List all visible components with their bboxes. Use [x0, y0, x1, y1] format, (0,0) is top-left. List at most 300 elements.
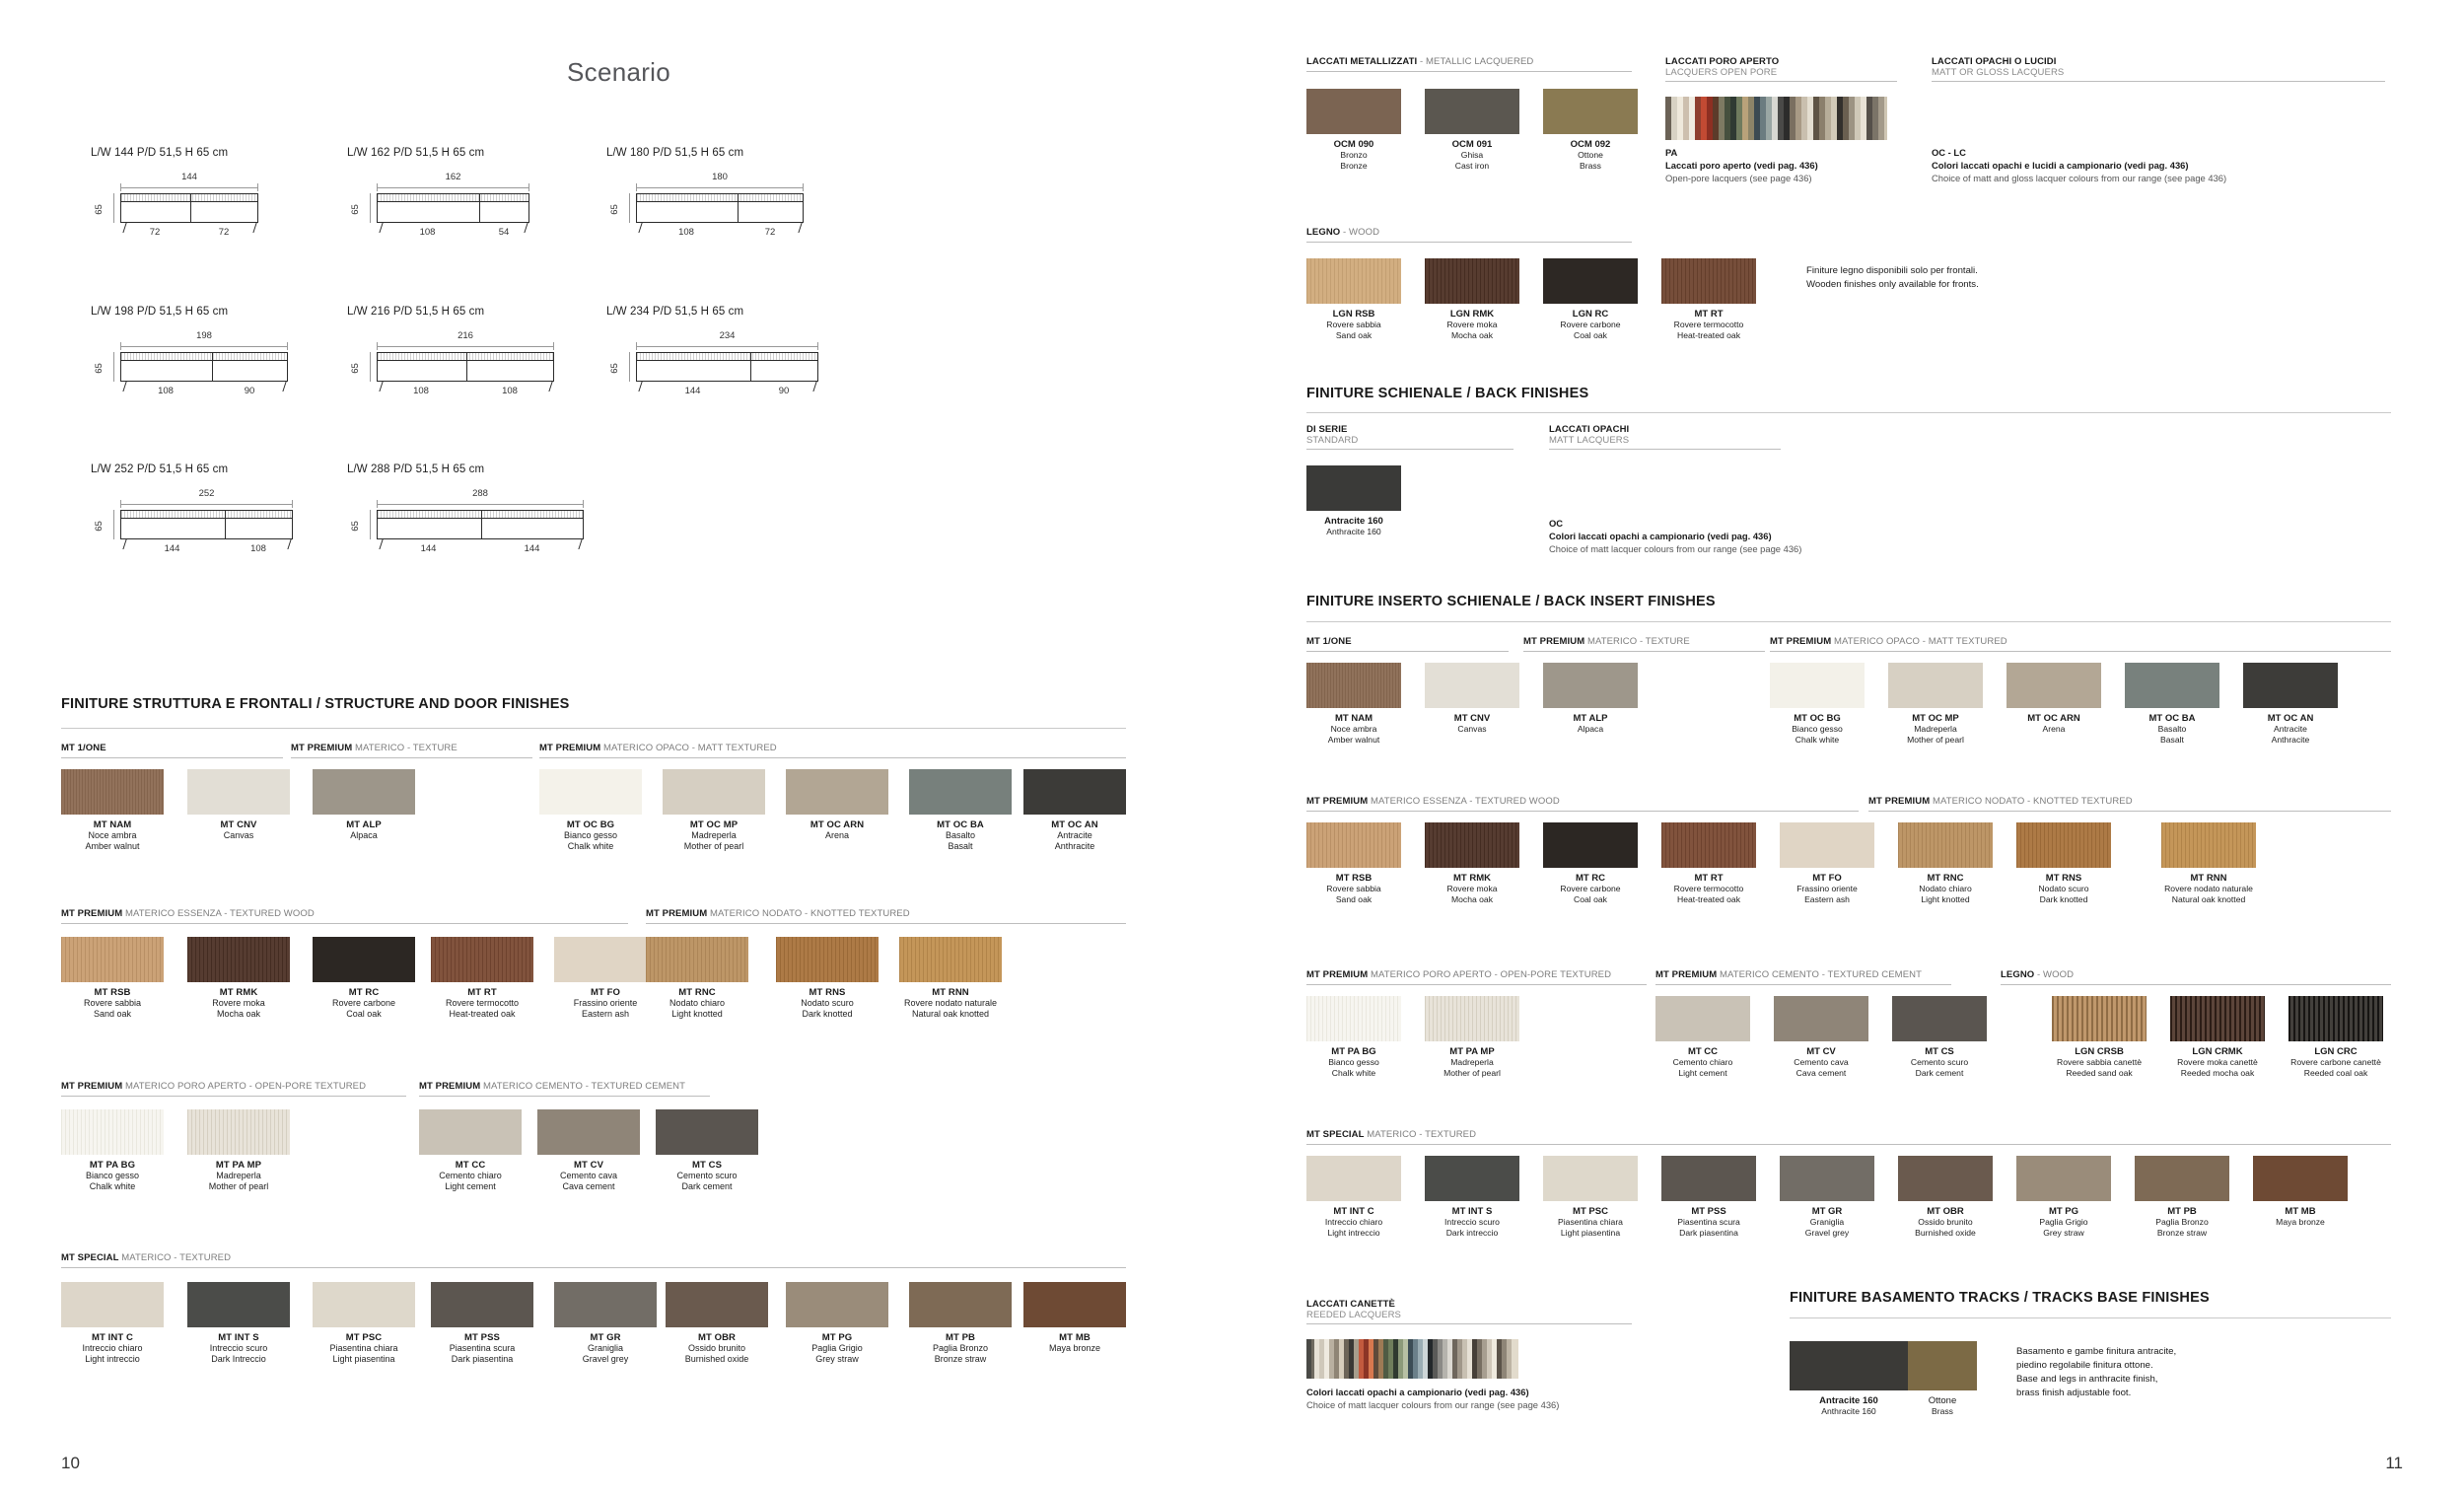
swatch-ocm-090[interactable] [1306, 89, 1401, 171]
swatch-name-en: Natural oak knotted [2171, 893, 2246, 904]
poro-aperto-colour-strip[interactable] [1665, 97, 1887, 140]
swatch-name-en: Chalk white [567, 841, 614, 852]
swatch-name-it: Piasentina chiara [329, 1343, 398, 1353]
swatch-code: MT GR [1811, 1206, 1843, 1217]
right-page [1232, 0, 2464, 1495]
swatch-name-it: Ottone [1578, 150, 1603, 160]
swatch-name-en: Heat-treated oak [449, 1009, 516, 1020]
swatch-bi-mt-rt[interactable] [1661, 822, 1756, 904]
back-matt-line-it: Colori laccati opachi a campionario (vedi pag. 436) [1549, 531, 1772, 542]
swatch-name-it: Cemento cava [559, 1171, 618, 1180]
swatch-chip [313, 1282, 415, 1327]
swatch-mt-rnc[interactable] [646, 937, 748, 1021]
group-mt-one [61, 743, 283, 758]
swatch-code: MT FO [590, 987, 621, 998]
swatch-ocm-092[interactable] [1543, 89, 1638, 171]
swatch-name-en: Mother of pearl [208, 1181, 269, 1192]
swatch-name-en: Coal oak [1574, 893, 1607, 904]
swatch-name-it: Madreperla [216, 1171, 261, 1180]
swatch-name-en: Sand oak [1335, 893, 1373, 904]
swatch-chip [1888, 663, 1983, 708]
group-header: MT PREMIUM MATERICO NODATO - KNOTTED TEXTURED [646, 908, 910, 919]
swatch-bi-mt-oc-an[interactable] [2243, 663, 2338, 745]
drawing-height: 65 [349, 363, 361, 374]
swatch-mt-mb[interactable] [1023, 1282, 1126, 1354]
swatch-lgn-rsb[interactable] [1306, 258, 1401, 340]
swatch-name-it: Ossido brunito [687, 1343, 746, 1353]
swatch-name-en: Light intreccio [85, 1354, 140, 1365]
swatch-code: MT OC AN [1051, 819, 1098, 830]
swatch-code: MT GR [590, 1332, 621, 1343]
swatch-chip [2253, 1156, 2348, 1201]
drawing-width: 198 [196, 330, 212, 341]
swatch-chip [1790, 1341, 1908, 1390]
swatch-chip [2052, 996, 2147, 1041]
drawing-height: 65 [608, 363, 620, 374]
swatch-name-it: Piasentina scura [1677, 1217, 1740, 1227]
swatch-chip [2288, 996, 2383, 1041]
swatch-name-it: Rovere moka [1446, 884, 1498, 893]
swatch-name-en: Cava cement [562, 1181, 615, 1192]
swatch-name-it: Maya bronze [1048, 1343, 1101, 1353]
swatch-mt-pb[interactable] [909, 1282, 1012, 1366]
swatch-mt-pss[interactable] [431, 1282, 533, 1366]
swatch-chip [1770, 663, 1865, 708]
swatch-tracks-antracite[interactable] [1790, 1341, 1908, 1417]
swatch-chip [776, 937, 879, 982]
swatch-name-en: Amber walnut [85, 841, 140, 852]
swatch-bi-mt-fo[interactable] [1780, 822, 1874, 904]
swatch-name-it: Intreccio chiaro [82, 1343, 143, 1353]
swatch-code: LGN RC [1572, 309, 1609, 320]
swatch-mt-fo[interactable] [554, 937, 657, 1021]
swatch-name-it: Bronzo [1340, 150, 1368, 160]
group-header: MT PREMIUM MATERICO OPACO - MATT TEXTURED [539, 743, 777, 753]
opachi-lucidi-line-it: Colori laccati opachi e lucidi a campionario (vedi pag. 436) [1932, 160, 2189, 172]
group-header: MT PREMIUM MATERICO OPACO - MATT TEXTURED [1770, 636, 2007, 647]
swatch-chip [1543, 663, 1638, 708]
drawing-part: 108 [502, 386, 518, 396]
swatch-chip [537, 1109, 640, 1155]
drawing-234 [606, 306, 818, 409]
swatch-code: MT RC [1575, 873, 1606, 884]
swatch-bi-mt-oc-bg[interactable] [1770, 663, 1865, 745]
swatch-chip [313, 769, 415, 815]
drawing-height: 65 [93, 521, 105, 532]
swatch-name-it: Paglia Grigio [811, 1343, 863, 1353]
swatch-bi-mt-cc[interactable] [1655, 996, 1750, 1078]
swatch-name-it: Bianco gesso [1792, 724, 1843, 734]
swatch-code: MT PA MP [1449, 1046, 1495, 1057]
group-header: MT PREMIUM MATERICO PORO APERTO - OPEN-PORE TEXTURED [61, 1081, 367, 1092]
swatch-chip [2135, 1156, 2229, 1201]
swatch-chip [187, 769, 290, 815]
drawing-caption: L/W 198 P/D 51,5 H 65 cm [91, 306, 229, 318]
swatch-code: MT INT S [218, 1332, 259, 1343]
swatch-code: MT OC ARN [2027, 713, 2080, 724]
drawing-part: 108 [419, 227, 436, 238]
swatch-lgn-rmk[interactable] [1425, 258, 1519, 340]
swatch-name-en: Natural oak knotted [911, 1009, 990, 1020]
tracks-note [2016, 1345, 2342, 1400]
swatch-bi-mt-gr[interactable] [1780, 1156, 1874, 1238]
swatch-bi-mt-obr[interactable] [1898, 1156, 1993, 1238]
swatch-name-en: Heat-treated oak [1676, 329, 1740, 340]
swatch-code: MT NAM [1335, 713, 1373, 724]
swatch-code: Antracite 160 [1819, 1395, 1878, 1406]
drawing-width: 162 [445, 172, 461, 182]
swatch-name-en: Chalk white [89, 1181, 136, 1192]
swatch-bi-mt-cs[interactable] [1892, 996, 1987, 1078]
reeded-colour-strip[interactable] [1306, 1339, 1518, 1379]
drawing-width: 180 [712, 172, 728, 182]
swatch-chip [2161, 822, 2256, 868]
swatch-name-it: Piasentina scura [449, 1343, 516, 1353]
swatch-lgn-crc[interactable] [2267, 996, 2405, 1078]
swatch-mt-rc[interactable] [313, 937, 415, 1021]
swatch-ocm-091[interactable] [1425, 89, 1519, 171]
swatch-name-en: Chalk white [1795, 734, 1840, 745]
swatch-name-en: Mother of pearl [683, 841, 744, 852]
swatch-mt-rt[interactable] [431, 937, 533, 1021]
drawing-height: 65 [608, 204, 620, 215]
swatch-name-it: Paglia Grigio [2039, 1217, 2088, 1227]
swatch-chip [187, 1282, 290, 1327]
poro-aperto-caption [1665, 146, 1912, 184]
swatch-chip [1306, 465, 1401, 511]
swatch-chip [2170, 996, 2265, 1041]
group-subheader: STANDARD [1306, 435, 1359, 446]
swatch-name-en: Light knotted [1921, 893, 1970, 904]
swatch-name-en: Light piasentina [332, 1354, 395, 1365]
swatch-bi-mt-pg[interactable] [2016, 1156, 2111, 1238]
swatch-name-en: Mother of pearl [1907, 734, 1964, 745]
swatch-name-it: Rovere carbone [1560, 320, 1621, 329]
swatch-name-it: Cemento chiaro [439, 1171, 502, 1180]
swatch-mt-int-s[interactable] [187, 1282, 290, 1366]
tracks-note-it-1: Basamento e gambe finitura antracite, [2016, 1346, 2177, 1357]
swatch-chip [431, 1282, 533, 1327]
swatch-bi-mt-oc-mp[interactable] [1888, 663, 1983, 745]
swatch-code: LGN CRSB [2075, 1046, 2124, 1057]
swatch-mt-oc-arn[interactable] [786, 769, 888, 841]
swatch-mt-cs[interactable] [656, 1109, 758, 1193]
group-laccati-metallizzati [1306, 56, 1632, 72]
swatch-bi-mt-pb[interactable] [2135, 1156, 2229, 1238]
swatch-name-en: Dark cement [1915, 1067, 1964, 1078]
swatch-name-it: Graniglia [1809, 1217, 1845, 1227]
swatch-bi-mt-nam[interactable] [1306, 663, 1401, 745]
swatch-name-it: Alpaca [350, 830, 378, 840]
swatch-name-it: Noce ambra [1330, 724, 1377, 734]
swatch-name-en: Reeded coal oak [2303, 1067, 2368, 1078]
swatch-name-it: Intreccio scuro [1444, 1217, 1500, 1227]
group-subheader: REEDED LACQUERS [1306, 1310, 1401, 1320]
swatch-name-it: Antracite [2274, 724, 2307, 734]
swatch-mt-oc-mp[interactable] [663, 769, 765, 853]
swatch-chip [1892, 996, 1987, 1041]
swatch-name-en: Sand oak [93, 1009, 132, 1020]
swatch-code: MT PSC [1573, 1206, 1608, 1217]
drawing-part: 144 [524, 543, 540, 554]
swatch-code: MT RNN [932, 987, 969, 998]
swatch-mt-cv[interactable] [537, 1109, 640, 1193]
swatch-code: MT CC [1687, 1046, 1719, 1057]
swatch-bi-mt-rsb[interactable] [1306, 822, 1401, 904]
swatch-code: MT PSS [464, 1332, 500, 1343]
reeded-caption [1306, 1386, 1730, 1411]
swatch-chip [187, 937, 290, 982]
swatch-bi-mt-rmk[interactable] [1425, 822, 1519, 904]
swatch-name-en: Gravel grey [1804, 1227, 1850, 1238]
swatch-mt-oc-ba[interactable] [909, 769, 1012, 853]
swatch-mt-pa-bg[interactable] [61, 1109, 164, 1193]
swatch-chip [61, 1282, 164, 1327]
swatch-mt-rsb[interactable] [61, 937, 164, 1021]
swatch-bi-mt-cnv[interactable] [1425, 663, 1519, 735]
swatch-chip [786, 769, 888, 815]
swatch-name-it: Bianco gesso [1328, 1057, 1379, 1067]
swatch-name-it: Nodato chiaro [1919, 884, 1972, 893]
swatch-name-it: Bianco gesso [563, 830, 618, 840]
swatch-name-en: Bronze straw [2156, 1227, 2208, 1238]
swatch-name-en: Grey straw [2043, 1227, 2084, 1238]
swatch-name-en: Light cement [445, 1181, 496, 1192]
swatch-bi-mt-int-s[interactable] [1425, 1156, 1519, 1238]
swatch-lgn-rt[interactable] [1661, 258, 1756, 340]
group-header: MT SPECIAL MATERICO - TEXTURED [61, 1252, 232, 1263]
drawing-part: 108 [250, 543, 266, 554]
page-number-left: 10 [61, 1454, 80, 1472]
legno-note [1806, 264, 2132, 292]
swatch-name-it: Madreperla [1450, 1057, 1494, 1067]
swatch-chip [1908, 1341, 1977, 1390]
swatch-chip [1661, 258, 1756, 304]
swatch-name-it: Cemento cava [1794, 1057, 1849, 1067]
drawing-part: 144 [164, 543, 180, 554]
swatch-mt-rnn[interactable] [899, 937, 1049, 1021]
swatch-code: MT RT [1694, 873, 1724, 884]
swatch-mt-rns[interactable] [776, 937, 879, 1021]
swatch-code: MT RNS [2045, 873, 2082, 884]
swatch-name-en: Brass [1932, 1406, 1953, 1416]
swatch-chip [554, 937, 657, 982]
swatch-bi-mt-oc-ba[interactable] [2125, 663, 2219, 745]
swatch-antracite-160-back[interactable] [1306, 465, 1401, 537]
group-subheader: MATT OR GLOSS LACQUERS [1932, 67, 2065, 78]
swatch-mt-pa-mp[interactable] [187, 1109, 290, 1193]
swatch-lgn-rc[interactable] [1543, 258, 1638, 340]
swatch-name-en: Burnished oxide [684, 1354, 749, 1365]
swatch-name-it: Nodato chiaro [669, 998, 726, 1008]
group-header: LACCATI CANETTÈ [1306, 1299, 1395, 1310]
group-subheader: LACQUERS OPEN PORE [1665, 67, 1778, 78]
swatch-name-it: Maya bronze [2276, 1217, 2325, 1227]
back-matt-caption [1549, 517, 2003, 555]
swatch-chip [1425, 822, 1519, 868]
swatch-chip [663, 769, 765, 815]
swatch-tracks-ottone[interactable] [1908, 1341, 1977, 1417]
drawing-height: 65 [93, 363, 105, 374]
swatch-name-en: Dark Intreccio [211, 1354, 266, 1365]
group-mt-premium-poro [61, 1081, 406, 1097]
swatch-code: MT PA BG [89, 1160, 136, 1171]
swatch-name-it: Rovere carbone [1560, 884, 1621, 893]
swatch-chip [1543, 258, 1638, 304]
swatch-bi-mt-alp[interactable] [1543, 663, 1638, 735]
swatch-code: OCM 090 [1333, 139, 1374, 150]
swatch-name-en: Amber walnut [1327, 734, 1380, 745]
swatch-bi-mt-rc[interactable] [1543, 822, 1638, 904]
swatch-name-it: Alpaca [1577, 724, 1604, 734]
page-title: Scenario [567, 57, 671, 87]
swatch-name-it: Arena [2042, 724, 2066, 734]
drawing-180 [606, 147, 804, 250]
swatch-chip [1898, 822, 1993, 868]
swatch-code: MT RT [1694, 309, 1724, 320]
group-header: MT PREMIUM MATERICO - TEXTURE [1523, 636, 1690, 647]
poro-aperto-line-en: Open-pore lacquers (see page 436) [1665, 173, 1812, 184]
swatch-code: LGN CRC [2314, 1046, 2358, 1057]
group-header: LACCATI OPACHI [1549, 424, 1630, 435]
drawing-height: 65 [349, 521, 361, 532]
swatch-code: LGN RSB [1332, 309, 1375, 320]
swatch-mt-oc-an[interactable] [1023, 769, 1126, 853]
swatch-code: OCM 091 [1451, 139, 1493, 150]
swatch-mt-obr[interactable] [666, 1282, 768, 1366]
swatch-bi-mt-rnn[interactable] [2135, 822, 2283, 904]
swatch-mt-alp[interactable] [313, 769, 415, 841]
drawing-216 [347, 306, 554, 409]
swatch-mt-nam[interactable] [61, 769, 164, 853]
swatch-name-it: Intreccio chiaro [1324, 1217, 1383, 1227]
drawing-part: 108 [158, 386, 174, 396]
swatch-code: MT FO [1812, 873, 1842, 884]
swatch-bi-mt-pa-mp[interactable] [1425, 996, 1519, 1078]
swatch-bi-mt-cv[interactable] [1774, 996, 1868, 1078]
group-bi-mt-one [1306, 636, 1509, 652]
group-bi-legno [2001, 969, 2391, 985]
group-header: MT PREMIUM MATERICO ESSENZA - TEXTURED WOOD [61, 908, 315, 919]
swatch-name-en: Cast iron [1454, 160, 1490, 171]
group-header: MT PREMIUM MATERICO CEMENTO - TEXTURED CEMENT [419, 1081, 685, 1092]
swatch-name-it: Madreperla [691, 830, 737, 840]
drawing-part: 90 [244, 386, 255, 396]
section-title-back-finishes: FINITURE SCHIENALE / BACK FINISHES [1306, 386, 1589, 401]
swatch-chip [1306, 258, 1401, 304]
swatch-name-it: Cemento scuro [1910, 1057, 1969, 1067]
drawing-part: 72 [764, 227, 776, 238]
group-bi-mt-premium-materico [1523, 636, 1765, 652]
swatch-lgn-crsb[interactable] [2030, 996, 2168, 1078]
swatch-bi-mt-pa-bg[interactable] [1306, 996, 1401, 1078]
drawing-caption: L/W 144 P/D 51,5 H 65 cm [91, 147, 229, 159]
swatch-name-en: Bronze [1340, 160, 1368, 171]
swatch-code: MT PA BG [1331, 1046, 1376, 1057]
drawing-caption: L/W 234 P/D 51,5 H 65 cm [606, 306, 744, 318]
swatch-code: LGN RMK [1449, 309, 1495, 320]
group-subheader: MATT LACQUERS [1549, 435, 1630, 446]
swatch-chip [313, 937, 415, 982]
swatch-name-it: Canvas [223, 830, 254, 840]
drawing-part: 108 [413, 386, 429, 396]
opachi-lucidi-caption [1932, 146, 2385, 184]
swatch-bi-mt-psc[interactable] [1543, 1156, 1638, 1238]
tracks-note-en-1: Base and legs in anthracite finish, [2016, 1373, 2158, 1385]
tracks-note-it-2: piedino regolabile finitura ottone. [2016, 1359, 2153, 1371]
swatch-bi-mt-int-c[interactable] [1306, 1156, 1401, 1238]
swatch-code: MT OC ARN [810, 819, 865, 830]
swatch-name-en: Dark piasentina [1679, 1227, 1738, 1238]
drawing-part: 108 [678, 227, 694, 238]
swatch-name-it: Rovere carbone canettè [2290, 1057, 2381, 1067]
swatch-mt-oc-bg[interactable] [539, 769, 642, 853]
group-header: MT PREMIUM MATERICO CEMENTO - TEXTURED CEMENT [1655, 969, 1922, 980]
swatch-chip [666, 1282, 768, 1327]
swatch-name-en: Sand oak [1335, 329, 1373, 340]
swatch-name-it: Nodato scuro [2038, 884, 2089, 893]
swatch-bi-mt-rns[interactable] [2016, 822, 2111, 904]
drawing-width: 252 [198, 488, 215, 499]
swatch-chip [61, 1109, 164, 1155]
swatch-mt-gr[interactable] [554, 1282, 657, 1366]
swatch-chip [1425, 89, 1519, 134]
swatch-bi-mt-rnc[interactable] [1898, 822, 1993, 904]
group-header: MT 1/ONE [61, 743, 106, 753]
swatch-code: MT OC MP [689, 819, 739, 830]
swatch-chip [1543, 89, 1638, 134]
swatch-code: MT PB [2167, 1206, 2197, 1217]
group-bi-mt-premium-essenza [1306, 796, 1859, 812]
drawing-part: 144 [684, 386, 701, 396]
swatch-chip [1425, 663, 1519, 708]
swatch-bi-mt-mb[interactable] [2253, 1156, 2348, 1228]
swatch-mt-rmk[interactable] [187, 937, 290, 1021]
back-matt-colour-strip[interactable] [1549, 465, 1771, 509]
swatch-code: MT PA MP [215, 1160, 262, 1171]
swatch-name-en: Chalk white [1331, 1067, 1376, 1078]
drawing-part: 72 [149, 227, 161, 238]
swatch-lgn-crmk[interactable] [2148, 996, 2287, 1078]
swatch-code: MT OC AN [2267, 713, 2314, 724]
swatch-name-it: Antracite [1057, 830, 1092, 840]
swatch-code: MT INT C [1333, 1206, 1374, 1217]
swatch-name-it: Ghisa [1460, 150, 1484, 160]
swatch-chip [1661, 1156, 1756, 1201]
drawing-caption: L/W 162 P/D 51,5 H 65 cm [347, 147, 485, 159]
swatch-mt-psc[interactable] [313, 1282, 415, 1366]
swatch-bi-mt-oc-arn[interactable] [2006, 663, 2101, 735]
swatch-name-en: Eastern ash [581, 1009, 630, 1020]
swatch-code: MT CNV [1453, 713, 1491, 724]
drawing-width: 234 [719, 330, 736, 341]
swatch-chip [909, 769, 1012, 815]
swatch-mt-int-c[interactable] [61, 1282, 164, 1366]
swatch-mt-pg[interactable] [786, 1282, 888, 1366]
swatch-code: MT OC BG [1794, 713, 1841, 724]
swatch-mt-cc[interactable] [419, 1109, 522, 1193]
swatch-name-en: Grey straw [815, 1354, 859, 1365]
swatch-code: MT OBR [697, 1332, 737, 1343]
swatch-code: MT MB [1059, 1332, 1091, 1343]
swatch-chip [1306, 996, 1401, 1041]
swatch-chip [1425, 1156, 1519, 1201]
swatch-bi-mt-pss[interactable] [1661, 1156, 1756, 1238]
swatch-mt-cnv[interactable] [187, 769, 290, 841]
opachi-lucidi-colour-strip[interactable] [1932, 97, 2153, 140]
swatch-code: MT CV [573, 1160, 604, 1171]
swatch-name-it: Canvas [1457, 724, 1487, 734]
